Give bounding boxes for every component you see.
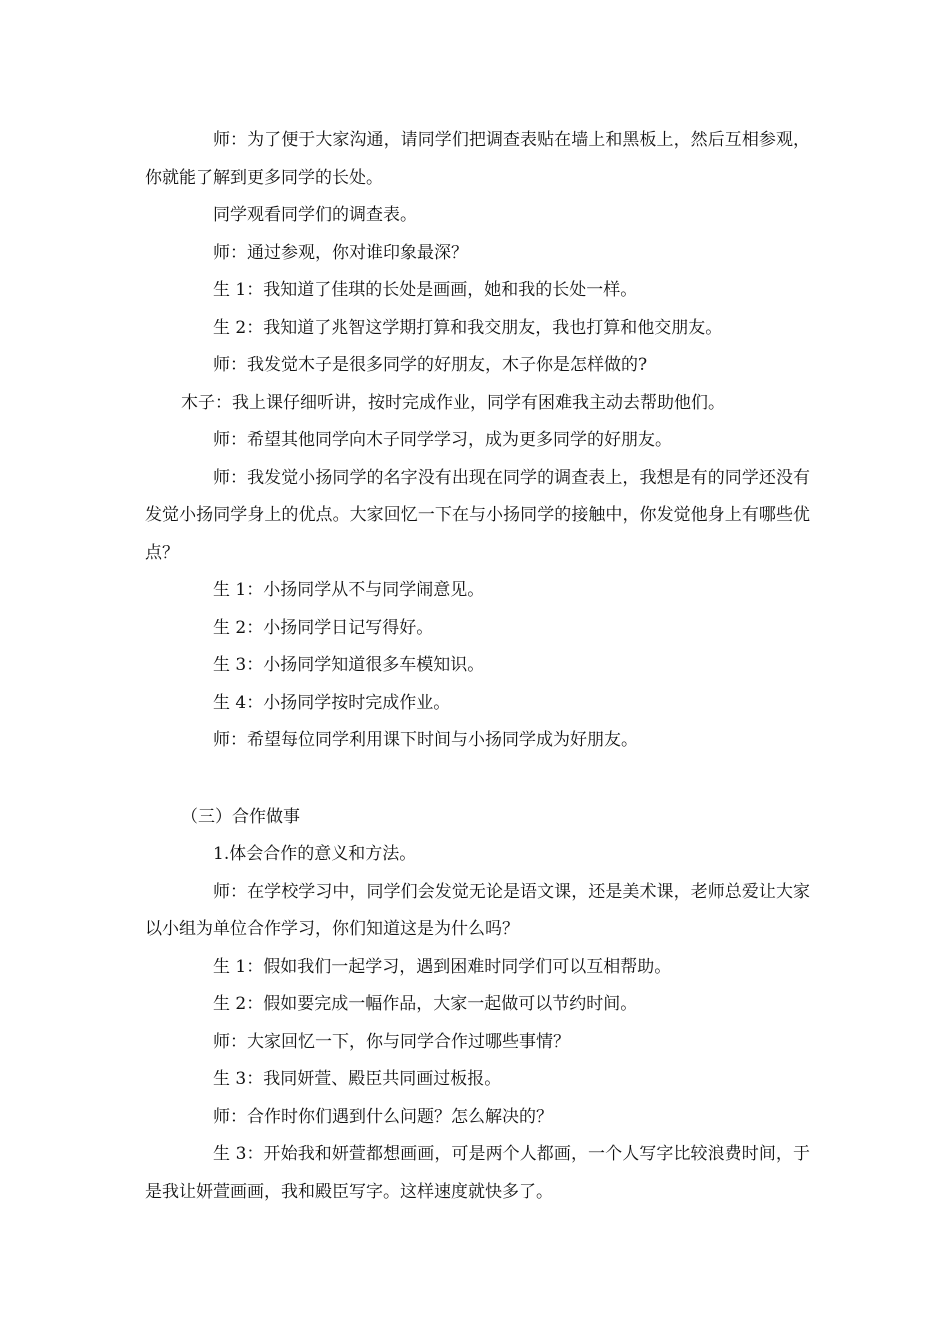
paragraph: 师：为了便于大家沟通，请同学们把调查表贴在墙上和黑板上，然后互相参观，你就能了解到更多同学的长处。: [145, 130, 810, 188]
paragraph: 师：我发觉木子是很多同学的好朋友，木子你是怎样做的?: [213, 355, 648, 375]
paragraph: 师：希望其他同学向木子同学学习，成为更多同学的好朋友。: [213, 430, 672, 450]
paragraph: 师：我发觉小扬同学的名字没有出现在同学的调查表上，我想是有的同学还没有发觉小扬同学身上的优点。大家回忆一下在与小扬同学的接触中，你发觉他身上有哪些优点？: [145, 467, 810, 563]
paragraph: 生 4：小扬同学按时完成作业。: [213, 692, 451, 713]
paragraph: 师：大家回忆一下，你与同学合作过哪些事情？: [213, 1031, 570, 1052]
paragraph: 生 3：我同妍萱、殿臣共同画过板报。: [213, 1069, 502, 1089]
section-heading: （三）合作做事: [181, 806, 300, 827]
paragraph: 生 2：假如要完成一幅作品，大家一起做可以节约时间。: [213, 994, 638, 1014]
paragraph: 1.体会合作的意义和方法。: [213, 844, 417, 864]
paragraph: 同学观看同学们的调查表。: [213, 205, 417, 225]
paragraph: 师：希望每位同学利用课下时间与小扬同学成为好朋友。: [213, 730, 638, 750]
paragraph: 生 2：我知道了兆智这学期打算和我交朋友，我也打算和他交朋友。: [213, 317, 723, 338]
paragraph: 生 3：开始我和妍萱都想画画，可是两个人都画，一个人写字比较浪费时间，于是我让妍萱画画，我和殿臣写字。这样速度就快多了。: [145, 1144, 810, 1202]
paragraph: 生 1：假如我们一起学习，遇到困难时同学们可以互相帮助。: [213, 956, 672, 977]
paragraph: 师：合作时你们遇到什么问题？怎么解决的？: [213, 1106, 553, 1127]
paragraph: 生 1：我知道了佳琪的长处是画画，她和我的长处一样。: [213, 280, 638, 300]
paragraph: 生 1：小扬同学从不与同学闹意见。: [213, 580, 485, 600]
paragraph: 师：在学校学习中，同学们会发觉无论是语文课，还是美术课，老师总爱让大家以小组为单位合作学习，你们知道这是为什么吗？: [145, 881, 810, 939]
paragraph: 生 2：小扬同学日记写得好。: [213, 617, 434, 638]
section-gap: [145, 760, 810, 799]
paragraph: 木子：我上课仔细听讲，按时完成作业，同学有困难我主动去帮助他们。: [181, 392, 725, 413]
paragraph: 师：通过参观，你对谁印象最深？: [213, 242, 468, 263]
document-body: [145, 122, 810, 1211]
paragraph: 生 3：小扬同学知道很多车模知识。: [213, 655, 485, 675]
